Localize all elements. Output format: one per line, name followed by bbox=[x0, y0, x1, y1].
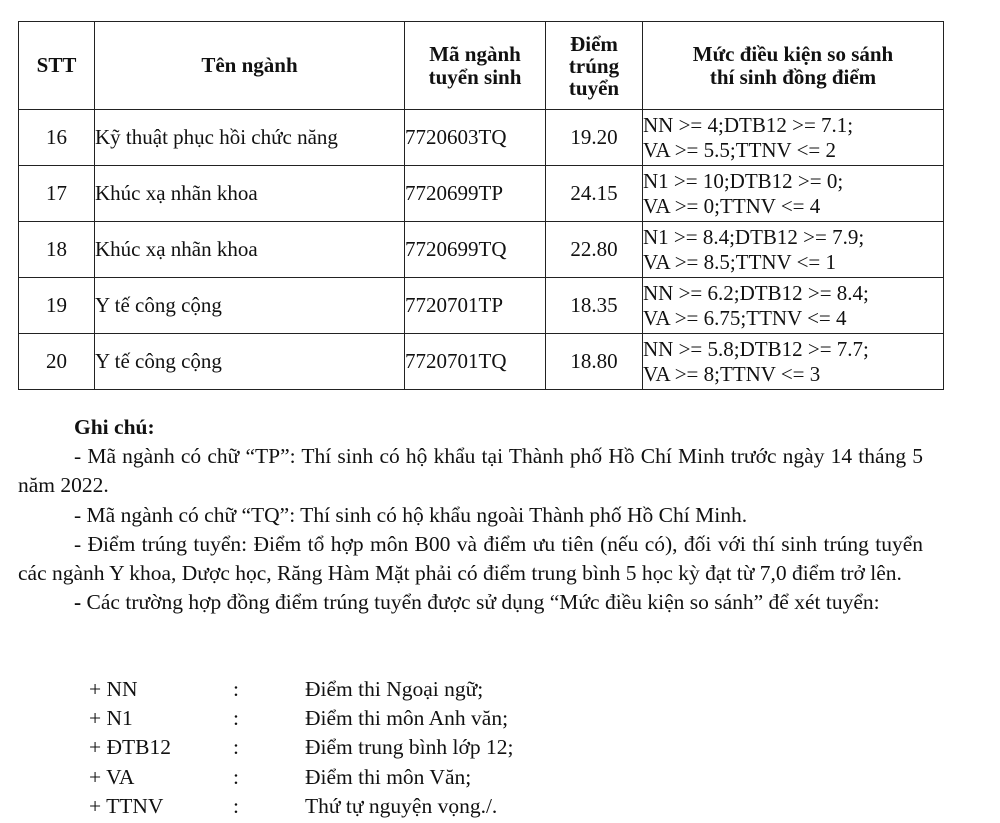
cell-stt: 18 bbox=[19, 222, 95, 278]
abbreviation: + NN bbox=[89, 677, 138, 701]
cell-tiebreak-conditions: NN >= 6.2;DTB12 >= 8.4; VA >= 6.75;TTNV <= 4 bbox=[643, 278, 944, 334]
list-item bbox=[18, 792, 923, 821]
list-item bbox=[18, 733, 923, 762]
cell-program-code: 7720701TQ bbox=[405, 334, 546, 390]
note-tiebreak-text: Các trường hợp đồng điểm trúng tuyển được sử dụng “Mức điều kiện so sánh” để xét tuyển: bbox=[81, 590, 880, 615]
abbreviation-meaning: Điểm trung bình lớp 12; bbox=[305, 735, 514, 760]
cell-stt: 19 bbox=[19, 278, 95, 334]
abbreviation: + TTNV bbox=[89, 793, 164, 818]
table-row bbox=[19, 334, 944, 390]
cell-admission-score: 22.80 bbox=[546, 222, 643, 278]
separator-colon: : bbox=[233, 706, 239, 731]
cell-program-code: 7720701TP bbox=[405, 278, 546, 334]
cell-stt: 20 bbox=[19, 334, 95, 390]
cell-tiebreak-conditions: N1 >= 8.4;DTB12 >= 7.9; VA >= 8.5;TTNV <= 1 bbox=[643, 222, 944, 278]
header-stt: STT bbox=[19, 22, 95, 110]
separator-colon: : bbox=[233, 793, 239, 818]
abbreviation: + VA bbox=[89, 764, 135, 789]
admission-results-table bbox=[18, 21, 944, 390]
notes-title: Ghi chú: bbox=[74, 415, 155, 439]
cell-admission-score: 18.35 bbox=[546, 278, 643, 334]
header-tiebreak-conditions: Mức điều kiện so sánh thí sinh đồng điểm bbox=[643, 22, 944, 110]
separator-colon: : bbox=[233, 677, 239, 701]
abbreviation-meaning: Điểm thi môn Văn; bbox=[305, 764, 472, 789]
cell-program-code: 7720699TP bbox=[405, 166, 546, 222]
table-row bbox=[19, 278, 944, 334]
cell-tiebreak-conditions: NN >= 4;DTB12 >= 7.1; VA >= 5.5;TTNV <= 2 bbox=[643, 110, 944, 166]
cell-program-name: Khúc xạ nhãn khoa bbox=[95, 222, 405, 278]
cell-program-name: Khúc xạ nhãn khoa bbox=[95, 166, 405, 222]
table-header-row bbox=[19, 22, 944, 110]
table-row bbox=[19, 222, 944, 278]
abbreviation-meaning: Điểm thi môn Anh văn; bbox=[305, 706, 509, 731]
cell-tiebreak-conditions: N1 >= 10;DTB12 >= 0; VA >= 0;TTNV <= 4 bbox=[643, 166, 944, 222]
cell-program-code: 7720699TQ bbox=[405, 222, 546, 278]
notes-section bbox=[18, 413, 923, 818]
note-dash: - bbox=[74, 590, 82, 615]
abbreviation-meaning: Điểm thi Ngoại ngữ; bbox=[305, 677, 484, 701]
table-row bbox=[19, 110, 944, 166]
abbreviation-meaning: Thứ tự nguyện vọng./. bbox=[305, 793, 498, 818]
note-tiebreak bbox=[18, 588, 923, 617]
cell-tiebreak-conditions: NN >= 5.8;DTB12 >= 7.7; VA >= 8;TTNV <= 3 bbox=[643, 334, 944, 390]
cell-program-name: Y tế công cộng bbox=[95, 334, 405, 390]
abbreviation: + N1 bbox=[89, 706, 133, 731]
note-admission-score: - Điểm trúng tuyển: Điểm tổ hợp môn B00 và điểm ưu tiên (nếu có), đối với thí sinh trúng tuyển các ngành Y khoa, Dược học, Răng Hàm Mặt phải có điểm trung bình 5 học kỳ đạt từ 7,0 điểm trở lên. bbox=[18, 531, 923, 586]
cell-program-name: Kỹ thuật phục hồi chức năng bbox=[95, 110, 405, 166]
cell-stt: 17 bbox=[19, 166, 95, 222]
header-program-name: Tên ngành bbox=[95, 22, 405, 110]
header-program-code: Mã ngành tuyển sinh bbox=[405, 22, 546, 110]
cell-admission-score: 24.15 bbox=[546, 166, 643, 222]
cell-admission-score: 18.80 bbox=[546, 334, 643, 390]
list-item bbox=[18, 675, 923, 704]
cell-program-name: Y tế công cộng bbox=[95, 278, 405, 334]
list-item bbox=[18, 763, 923, 792]
cell-program-code: 7720603TQ bbox=[405, 110, 546, 166]
note-tq-code: - Mã ngành có chữ “TQ”: Thí sinh có hộ khẩu ngoài Thành phố Hồ Chí Minh. bbox=[74, 502, 748, 527]
note-tp-code: - Mã ngành có chữ “TP”: Thí sinh có hộ khẩu tại Thành phố Hồ Chí Minh trước ngày 14 tháng 5 năm 2022. bbox=[18, 444, 923, 498]
table-row bbox=[19, 166, 944, 222]
cell-admission-score: 19.20 bbox=[546, 110, 643, 166]
cell-stt: 16 bbox=[19, 110, 95, 166]
abbreviation: + ĐTB12 bbox=[89, 735, 172, 760]
list-item bbox=[18, 704, 923, 733]
separator-colon: : bbox=[233, 764, 239, 789]
abbreviation-list bbox=[18, 675, 923, 821]
separator-colon: : bbox=[233, 735, 239, 760]
header-admission-score: Điểm trúng tuyển bbox=[546, 22, 643, 110]
